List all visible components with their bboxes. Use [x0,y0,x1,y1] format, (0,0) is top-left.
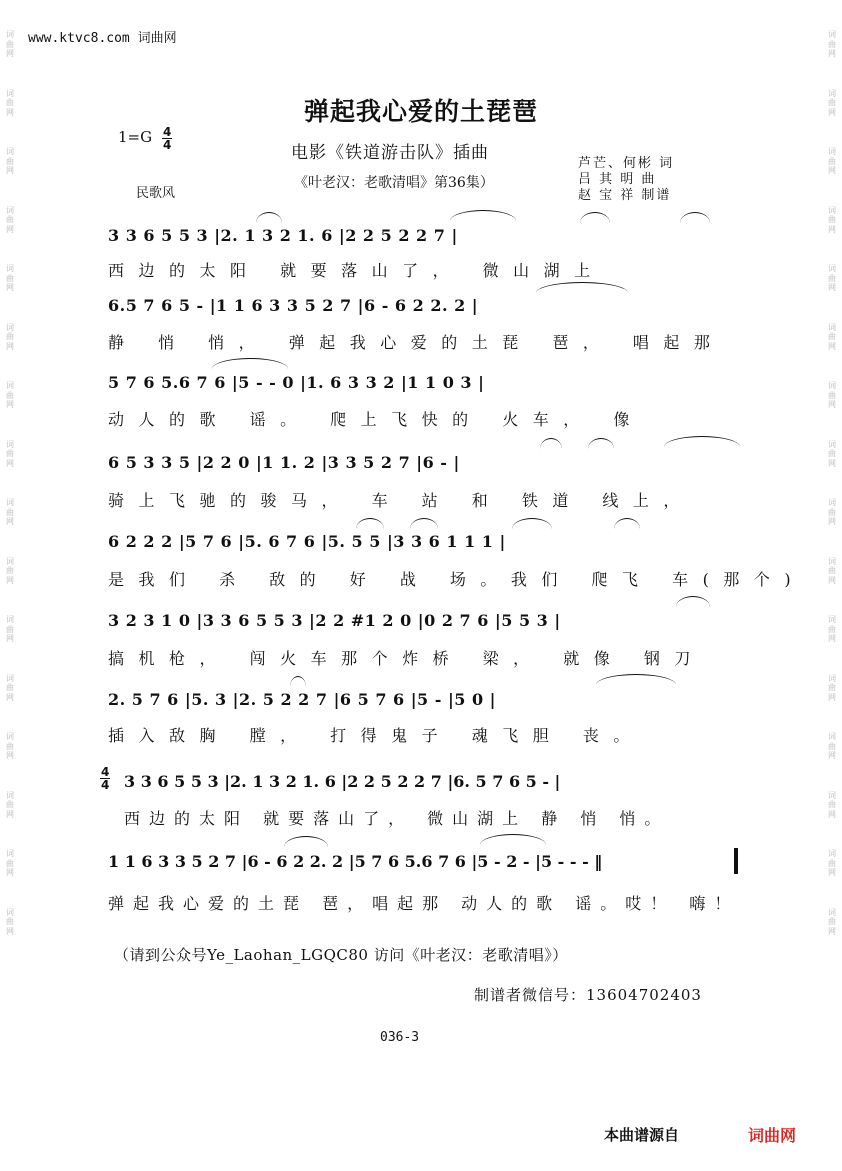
slur [676,596,710,607]
watermark-char: 词 [828,673,836,683]
watermark-char: 网 [6,283,14,292]
notation-line-7: 2. 5 7 6 |5. 3 |2. 5 2 2 7 |6 5 7 6 |5 - |5 0 | [108,690,496,709]
watermark-char: 词 [828,615,836,624]
watermark-char: 网 [6,458,14,468]
watermark-char: 曲 [6,332,14,341]
slur [596,674,676,685]
watermark-char: 词 [828,790,836,800]
watermark-char: 网 [6,166,14,175]
watermark-char: 网 [828,400,836,409]
watermark-char: 词 [828,439,836,449]
watermark-char: 网 [828,166,836,175]
time-signature [162,126,172,151]
watermark-char: 词 [828,849,836,858]
slur [212,358,288,369]
watermark-group [828,908,836,937]
lyrics-line-7: 插入敌胸 膛， 打得鬼子 魂飞胆 丧。 [108,726,644,745]
slur [290,676,306,687]
time-sig-denominator: 4 [163,138,172,152]
watermark-group [828,615,836,644]
right-watermark-strip [824,0,840,1171]
notation-line-6: 3 2 3 1 0 |3 3 6 5 5 3 |2 2 #1 2 0 |0 2 7 6 |5 5 3 | [108,611,561,630]
watermark-group [828,440,836,469]
notation-line-1: 3 3 6 5 5 3 |2. 1 3 2 1. 6 |2 2 5 2 2 7 | [108,226,458,245]
watermark-char: 网 [828,224,836,234]
final-barline [734,848,738,874]
watermark-char: 曲 [828,741,836,751]
watermark-char: 曲 [6,390,14,400]
watermark-char: 词 [6,147,14,156]
watermark-group [828,30,836,59]
watermark-char: 曲 [6,741,14,751]
watermark-group [6,908,14,937]
watermark-char: 网 [828,283,836,292]
watermark-char: 网 [828,107,836,117]
watermark-group [6,381,14,410]
source-label: 本曲谱源自 [604,1126,680,1144]
watermark-char: 曲 [828,800,836,809]
watermark-char: 词 [6,556,14,566]
slur [450,210,516,221]
slur [588,438,614,449]
watermark-char: 词 [828,498,836,507]
arranger-contact: 制谱者微信号：13604702403 [474,986,702,1004]
watermark-group [6,323,14,352]
watermark-group [828,498,836,527]
lyrics-line-1: 西边的太阳 就要落山了， 微山湖上 [108,261,605,280]
watermark-char: 词 [828,732,836,741]
watermark-group [828,732,836,761]
watermark-group [6,264,14,293]
watermark-char: 曲 [6,39,14,49]
watermark-char: 网 [828,634,836,643]
watermark-char: 曲 [6,156,14,166]
watermark-char: 网 [828,926,836,936]
notation-line-5: 6 2 2 2 |5 7 6 |5. 6 7 6 |5. 5 5 |3 3 6 1 1 1 | [108,532,506,551]
watermark-char: 词 [828,907,836,917]
watermark-char: 网 [6,224,14,234]
key-signature: 1=G [118,128,153,146]
watermark-char: 网 [6,517,14,526]
watermark-char: 词 [6,439,14,449]
left-watermark-strip [2,0,18,1171]
watermark-group [6,674,14,703]
watermark-char: 曲 [828,917,836,926]
slur [284,836,328,847]
watermark-char: 网 [6,926,14,936]
watermark-char: 曲 [6,683,14,692]
watermark-char: 曲 [6,449,14,458]
watermark-char: 网 [6,868,14,877]
watermark-group [828,264,836,293]
watermark-char: 网 [6,49,14,58]
watermark-char: 词 [6,264,14,273]
notation-line-8: 3 3 6 5 5 3 |2. 1 3 2 1. 6 |2 2 5 2 2 7 |6. 5 7 6 5 - | [124,772,561,791]
watermark-group [6,440,14,469]
watermark-group [6,557,14,586]
credit-arranger: 赵 宝 祥 制谱 [578,188,672,203]
watermark-group [828,849,836,878]
watermark-char: 曲 [6,917,14,926]
slur [614,518,640,529]
notation-line-2: 6.5 7 6 5 - |1 1 6 3 3 5 2 7 |6 - 6 2 2. 2 | [108,296,479,315]
watermark-char: 网 [6,809,14,819]
style-marking: 民歌风 [136,186,176,201]
slur [540,438,562,449]
slur [536,282,628,293]
watermark-char: 词 [828,30,836,39]
watermark-char: 曲 [6,624,14,634]
page-number: 036-3 [380,1030,420,1045]
watermark-group [828,206,836,235]
time-sig-repeat-denominator: 4 [101,778,110,792]
watermark-char: 网 [828,809,836,819]
watermark-char: 曲 [6,273,14,283]
song-subtitle: 电影《铁道游击队》插曲 [291,143,489,163]
watermark-char: 曲 [6,215,14,224]
watermark-group [828,674,836,703]
watermark-char: 曲 [828,449,836,458]
watermark-char: 词 [6,849,14,858]
watermark-char: 词 [6,30,14,39]
watermark-group [6,732,14,761]
watermark-char: 曲 [828,624,836,634]
watermark-char: 网 [828,751,836,760]
watermark-group [828,147,836,176]
watermark-group [828,557,836,586]
watermark-group [6,849,14,878]
watermark-char: 网 [6,634,14,643]
watermark-group [6,206,14,235]
site-url: www.ktvc8.com 词曲网 [28,31,177,46]
slur [512,518,552,529]
watermark-char: 曲 [828,390,836,400]
watermark-char: 词 [828,322,836,332]
watermark-char: 网 [828,575,836,585]
time-sig-repeat-numerator: 4 [101,765,110,779]
watermark-char: 网 [6,341,14,351]
watermark-char: 词 [828,147,836,156]
watermark-char: 网 [6,107,14,117]
lyrics-line-5: 是我们 杀 敌的 好 战 场。我们 爬飞 车(那个) [108,570,806,589]
slur [480,834,546,845]
slur [664,436,740,447]
lyrics-line-6: 搞机枪， 闯火车那个炸桥 梁， 就像 钢刀 [108,649,705,668]
watermark-group [6,498,14,527]
lyrics-line-9: 弹起我心爱的土琵 琶，唱起那 动人的歌 谣。哎！ 嗨！ [108,894,740,913]
watermark-char: 曲 [6,800,14,809]
watermark-char: 网 [6,692,14,702]
time-signature-repeat [100,766,110,791]
source-brand-link[interactable]: 词曲网 [748,1126,797,1145]
watermark-char: 词 [6,381,14,390]
watermark-char: 词 [6,673,14,683]
watermark-char: 词 [6,790,14,800]
notation-line-4: 6 5 3 3 5 |2 2 0 |1 1. 2 |3 3 5 2 7 |6 - | [108,453,460,472]
watermark-group [828,323,836,352]
watermark-char: 曲 [828,683,836,692]
song-title: 弹起我心爱的土琵琶 [303,97,538,126]
watermark-char: 网 [828,868,836,877]
watermark-char: 网 [6,575,14,585]
slur [680,212,710,223]
watermark-group [6,30,14,59]
watermark-char: 网 [828,49,836,58]
slur [356,518,384,529]
slur [580,212,610,223]
watermark-char: 曲 [828,215,836,224]
watermark-char: 曲 [828,273,836,283]
time-sig-numerator: 4 [163,125,172,139]
lyrics-line-4: 骑上飞驰的骏马， 车 站 和 铁道 线上， [108,491,694,510]
watermark-group [6,791,14,820]
watermark-char: 曲 [828,156,836,166]
watermark-char: 词 [6,322,14,332]
watermark-char: 词 [828,88,836,98]
watermark-char: 词 [6,907,14,917]
notation-line-3: 5 7 6 5.6 7 6 |5 - - 0 |1. 6 3 3 2 |1 1 0 3 | [108,373,485,392]
watermark-group [6,615,14,644]
watermark-group [6,147,14,176]
watermark-char: 网 [828,692,836,702]
song-source: 《叶老汉：老歌清唱》第36集） [294,175,494,191]
watermark-char: 曲 [6,566,14,575]
slur [410,518,438,529]
watermark-char: 曲 [828,39,836,49]
watermark-char: 词 [6,498,14,507]
watermark-char: 曲 [828,332,836,341]
lyrics-line-3: 动人的歌 谣。 爬上飞快的 火车， 像 [108,410,644,429]
credit-composer: 吕 其 明 曲 [578,172,657,187]
watermark-char: 网 [6,751,14,760]
watermark-char: 曲 [828,507,836,517]
watermark-char: 网 [828,517,836,526]
watermark-char: 词 [828,264,836,273]
watermark-char: 词 [828,381,836,390]
notation-line-9: 1 1 6 3 3 5 2 7 |6 - 6 2 2. 2 |5 7 6 5.6 7 6 |5 - 2 - |5 - - - ‖ [108,852,603,871]
watermark-char: 网 [6,400,14,409]
watermark-char: 曲 [828,98,836,107]
watermark-char: 网 [828,458,836,468]
watermark-char: 词 [6,205,14,215]
watermark-char: 曲 [6,858,14,868]
watermark-char: 曲 [828,858,836,868]
watermark-group [828,381,836,410]
watermark-char: 网 [828,341,836,351]
watermark-char: 词 [6,615,14,624]
watermark-group [828,791,836,820]
footer-note: （请到公众号Ye_Laohan_LGQC80 访问《叶老汉：老歌清唱》） [114,946,568,964]
watermark-char: 曲 [828,566,836,575]
watermark-char: 词 [828,205,836,215]
credit-lyricist: 芦芒、何彬 词 [578,156,675,171]
lyrics-line-8: 西边的太阳 就要落山了， 微山湖上 静 悄 悄。 [124,809,670,828]
watermark-char: 词 [828,556,836,566]
slur [256,212,282,223]
watermark-char: 曲 [6,507,14,517]
watermark-char: 曲 [6,98,14,107]
watermark-char: 词 [6,732,14,741]
lyrics-line-2: 静 悄 悄， 弹起我心爱的土琵 琶， 唱起那 [108,333,725,352]
watermark-char: 词 [6,88,14,98]
